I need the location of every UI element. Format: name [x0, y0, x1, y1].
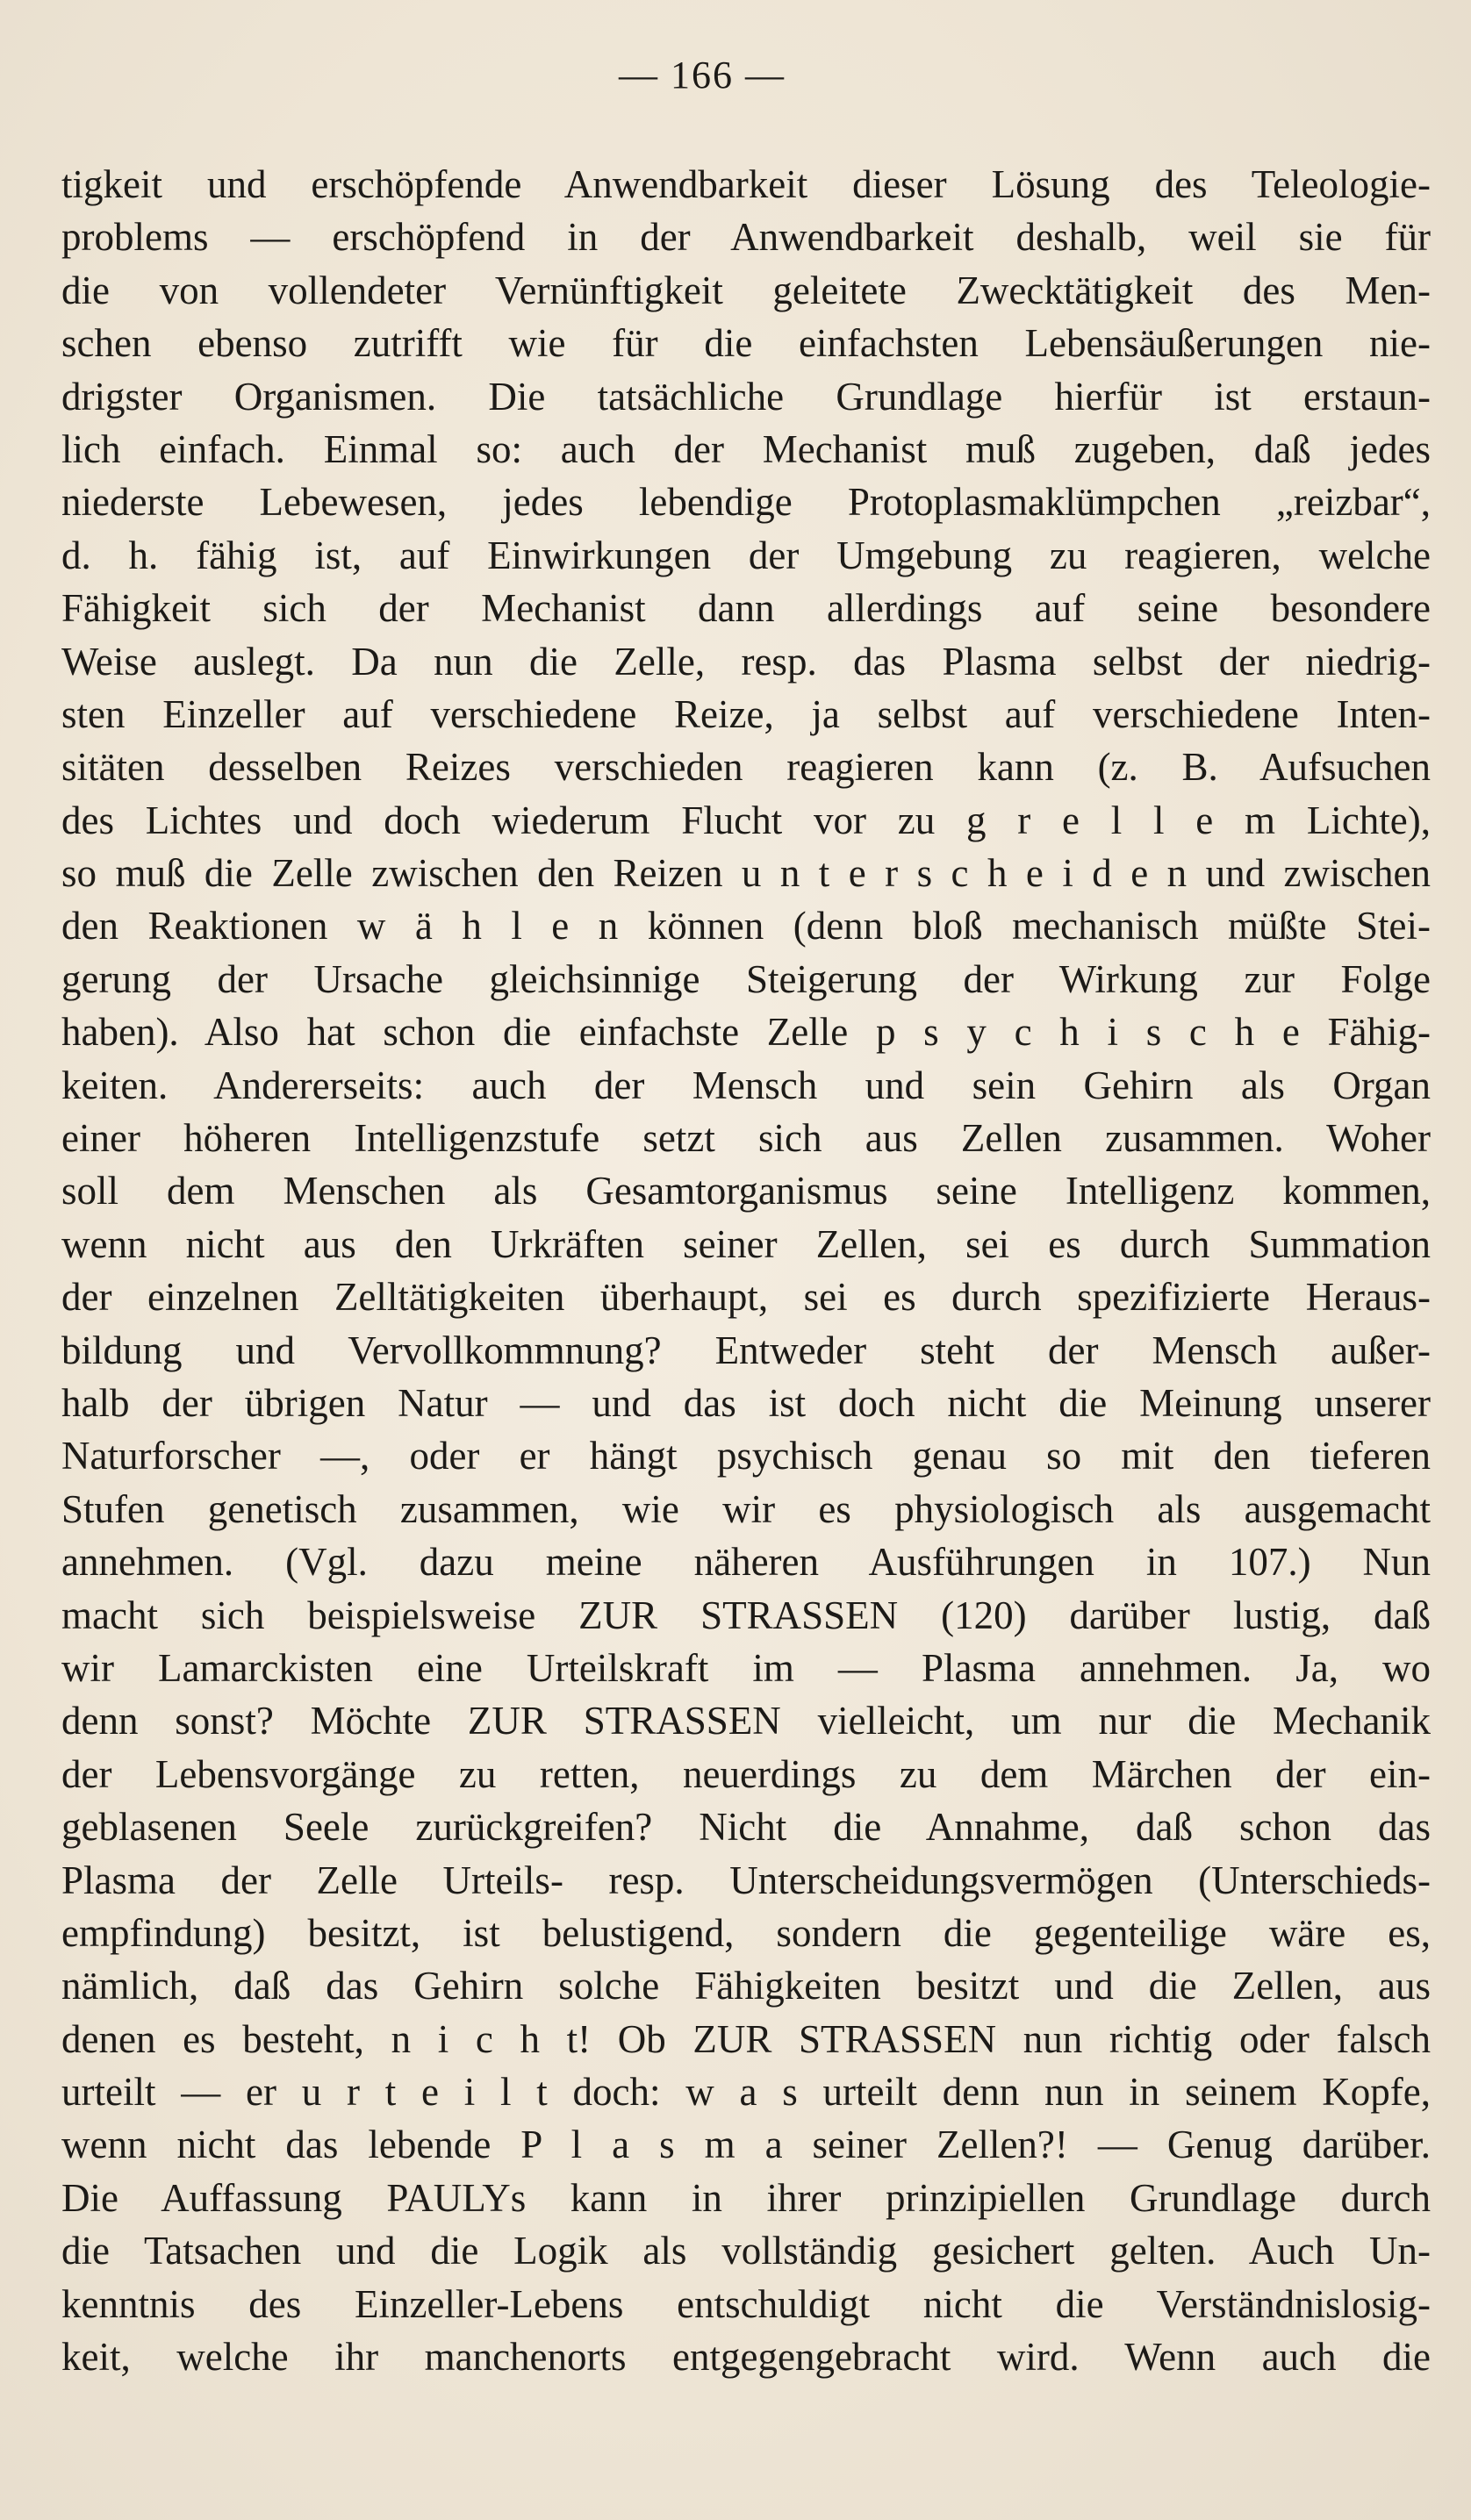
body-text — [61, 158, 1431, 2383]
text-line: wir Lamarckisten eine Urteilskraft im — Plasma annehmen. Ja, wo — [61, 1645, 1431, 1690]
text-line: haben). Also hat schon die einfachste Zelle p s y c h i s c h e Fähig- — [61, 1010, 1431, 1055]
text-line: Die Auffassung PAULYs kann in ihrer prinzipiellen Grundlage durch — [61, 2175, 1431, 2220]
text-line: schen ebenso zutrifft wie für die einfachsten Lebensäußerungen nie- — [61, 321, 1431, 366]
text-line: so muß die Zelle zwischen den Reizen u n t e r s c h e i d e n und zwischen — [61, 851, 1431, 896]
text-line: macht sich beispielsweise ZUR STRASSEN (120) darüber lustig, daß — [61, 1593, 1431, 1637]
text-line: geblasenen Seele zurückgreifen? Nicht die Annahme, daß schon das — [61, 1805, 1431, 1850]
text-line: des Lichtes und doch wiederum Flucht vor zu g r e l l e m Lichte), — [61, 798, 1431, 842]
text-line: Fähigkeit sich der Mechanist dann allerdings auf seine besondere — [61, 586, 1431, 631]
text-line: die von vollendeter Vernünftigkeit geleitete Zwecktätigkeit des Men- — [61, 268, 1431, 312]
text-line: lich einfach. Einmal so: auch der Mechanist muß zugeben, daß jedes — [61, 426, 1431, 471]
text-line: der einzelnen Zelltätigkeiten überhaupt, sei es durch spezifizierte Heraus- — [61, 1275, 1431, 1320]
text-line: einer höheren Intelligenzstufe setzt sich aus Zellen zusammen. Woher — [61, 1116, 1431, 1161]
text-line: keit, welche ihr manchenorts entgegengebracht wird. Wenn auch die — [61, 2335, 1431, 2380]
text-line: annehmen. (Vgl. dazu meine näheren Ausführungen in 107.) Nun — [61, 1540, 1431, 1585]
text-line: denen es besteht, n i c h t! Ob ZUR STRASSEN nun richtig oder falsch — [61, 2016, 1431, 2061]
text-line: sitäten desselben Reizes verschieden reagieren kann (z. B. Aufsuchen — [61, 745, 1431, 790]
text-line: soll dem Menschen als Gesamtorganismus seine Intelligenz kommen, — [61, 1169, 1431, 1213]
text-line: Weise auslegt. Da nun die Zelle, resp. das Plasma selbst der niedrig- — [61, 639, 1431, 684]
text-line: sten Einzeller auf verschiedene Reize, ja selbst auf verschiedene Inten- — [61, 691, 1431, 736]
text-line: problems — erschöpfend in der Anwendbarkeit deshalb, weil sie für — [61, 215, 1431, 260]
text-line: d. h. fähig ist, auf Einwirkungen der Umgebung zu reagieren, welche — [61, 533, 1431, 577]
text-line: bildung und Vervollkommnung? Entweder steht der Mensch außer- — [61, 1328, 1431, 1372]
text-line: kenntnis des Einzeller-Lebens entschuldigt nicht die Verständnislosig- — [61, 2281, 1431, 2326]
text-line: Stufen genetisch zusammen, wie wir es physiologisch als ausgemacht — [61, 1486, 1431, 1531]
page-number: — 166 — — [619, 54, 786, 97]
text-line: drigster Organismen. Die tatsächliche Grundlage hierfür ist erstaun- — [61, 374, 1431, 419]
text-line: urteilt — er u r t e i l t doch: w a s urteilt denn nun in seinem Kopfe, — [61, 2070, 1431, 2115]
text-line: keiten. Andererseits: auch der Mensch und sein Gehirn als Organ — [61, 1063, 1431, 1107]
text-line: wenn nicht das lebende P l a s m a seiner Zellen?! — Genug darüber. — [61, 2123, 1431, 2167]
text-line: den Reaktionen w ä h l e n können (denn bloß mechanisch müßte Stei- — [61, 904, 1431, 949]
text-line: die Tatsachen und die Logik als vollständig gesichert gelten. Auch Un- — [61, 2229, 1431, 2273]
text-line: Naturforscher —, oder er hängt psychisch genau so mit den tieferen — [61, 1434, 1431, 1478]
text-line: niederste Lebewesen, jedes lebendige Protoplasmaklümpchen „reizbar“, — [61, 480, 1431, 525]
text-line: Plasma der Zelle Urteils- resp. Unterscheidungsvermögen (Unterschieds- — [61, 1858, 1431, 1902]
text-line: tigkeit und erschöpfende Anwendbarkeit dieser Lösung des Teleologie- — [61, 162, 1431, 206]
text-line: gerung der Ursache gleichsinnige Steigerung der Wirkung zur Folge — [61, 956, 1431, 1001]
text-line: halb der übrigen Natur — und das ist doch nicht die Meinung unserer — [61, 1380, 1431, 1425]
text-line: denn sonst? Möchte ZUR STRASSEN vielleicht, um nur die Mechanik — [61, 1699, 1431, 1743]
text-line: wenn nicht aus den Urkräften seiner Zellen, sei es durch Summation — [61, 1221, 1431, 1266]
text-line: nämlich, daß das Gehirn solche Fähigkeiten besitzt und die Zellen, aus — [61, 1964, 1431, 2008]
text-line: der Lebensvorgänge zu retten, neuerdings zu dem Märchen der ein- — [61, 1751, 1431, 1796]
text-line: empfindung) besitzt, ist belustigend, sondern die gegenteilige wäre es, — [61, 1910, 1431, 1955]
